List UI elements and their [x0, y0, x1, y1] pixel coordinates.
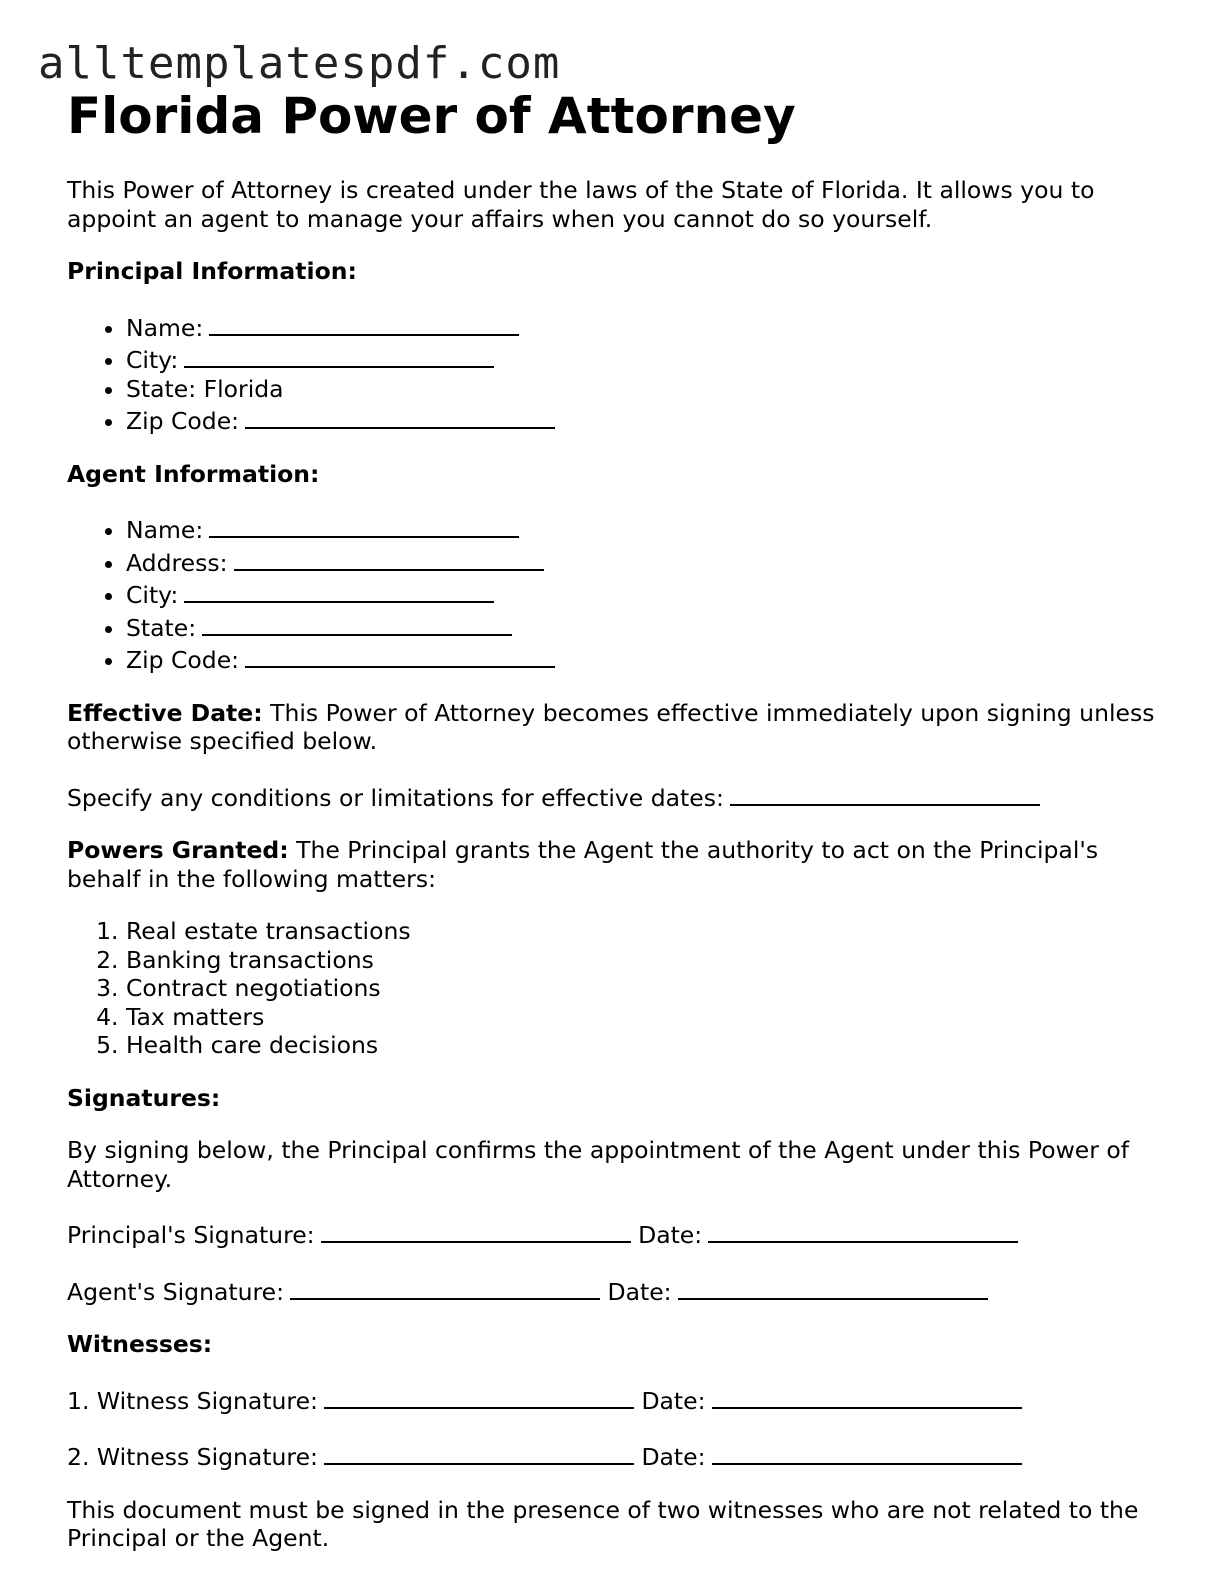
signatures-text: By signing below, the Principal confirms the appointment of the Agent under this Power of Attorney. — [67, 1136, 1130, 1193]
principal-city-label: City: — [126, 346, 179, 374]
power-item: 3. Contract negotiations — [126, 974, 1157, 1003]
powers-text: The Principal grants the Agent the authority to act on the Principal's behalf in the following matters: — [67, 836, 1099, 893]
witness1-line — [67, 1383, 1157, 1416]
principal-city-item — [126, 342, 1157, 375]
agent-city-field[interactable] — [184, 577, 494, 603]
principal-name-field[interactable] — [209, 310, 519, 336]
witness2-label: 2. Witness Signature: — [67, 1443, 318, 1471]
agent-date-field[interactable] — [678, 1274, 988, 1300]
principal-name-label: Name: — [126, 313, 204, 342]
conditions-field[interactable] — [730, 780, 1040, 806]
principal-state-label: State: — [126, 374, 197, 403]
principal-state-item — [126, 375, 1157, 404]
site-watermark: alltemplatespdf.com — [38, 38, 561, 89]
powers-heading: Powers Granted: — [67, 836, 289, 864]
agent-city-label: City: — [126, 581, 179, 609]
agent-name-field[interactable] — [209, 512, 519, 538]
principal-signature-label: Principal's Signature: — [67, 1221, 315, 1249]
principal-state-value: Florida — [203, 374, 284, 403]
agent-zip-label: Zip Code: — [126, 646, 240, 674]
effective-date-paragraph — [67, 699, 1157, 756]
agent-city-item — [126, 577, 1157, 610]
agent-date-label: Date: — [607, 1277, 672, 1306]
witness1-label: 1. Witness Signature: — [67, 1386, 318, 1415]
effective-date-heading: Effective Date: — [67, 698, 263, 727]
agent-zip-field[interactable] — [245, 642, 555, 668]
effective-date-text: This Power of Attorney becomes effective immediately upon signing unless otherwise specified below. — [67, 698, 1155, 755]
intro-paragraph: This Power of Attorney is created under the laws of the State of Florida. It allows you to appoint an agent to manage your affairs when you cannot do so yourself. — [67, 176, 1095, 233]
agent-address-item — [126, 545, 1157, 578]
principal-city-field[interactable] — [184, 342, 494, 368]
conditions-paragraph — [67, 780, 1157, 813]
principal-heading: Principal Information: — [67, 257, 357, 285]
power-item: 2. Banking transactions — [126, 946, 1157, 975]
agent-name-label: Name: — [126, 516, 204, 544]
agent-address-field[interactable] — [234, 545, 544, 571]
principal-zip-label: Zip Code: — [126, 407, 240, 435]
witness2-date-label: Date: — [641, 1443, 706, 1471]
power-item: 5. Health care decisions — [126, 1031, 1157, 1060]
witness2-signature-field[interactable] — [324, 1439, 634, 1465]
agent-signature-line — [67, 1274, 1157, 1307]
power-item: 4. Tax matters — [126, 1003, 1157, 1032]
conditions-label: Specify any conditions or limitations for effective dates: — [67, 783, 724, 812]
witness2-date-field[interactable] — [712, 1439, 1022, 1465]
witness1-date-field[interactable] — [712, 1383, 1022, 1409]
agent-zip-item — [126, 642, 1157, 675]
document-page — [67, 86, 1157, 1553]
principal-date-label: Date: — [638, 1221, 703, 1249]
agent-state-item — [126, 610, 1157, 643]
principal-name-item — [126, 310, 1157, 343]
agent-state-field[interactable] — [202, 610, 512, 636]
powers-list — [67, 917, 1157, 1060]
agent-list — [67, 512, 1157, 675]
principal-list — [67, 310, 1157, 436]
agent-heading: Agent Information: — [67, 459, 320, 488]
principal-date-field[interactable] — [708, 1217, 1018, 1243]
powers-paragraph — [67, 836, 1157, 893]
agent-state-label: State: — [126, 613, 197, 642]
witnesses-heading: Witnesses: — [67, 1330, 213, 1358]
witness1-signature-field[interactable] — [324, 1383, 634, 1409]
principal-zip-item — [126, 403, 1157, 436]
agent-signature-label: Agent's Signature: — [67, 1277, 285, 1306]
witness2-line — [67, 1439, 1157, 1472]
agent-name-item — [126, 512, 1157, 545]
signatures-heading: Signatures: — [67, 1083, 221, 1112]
agent-address-label: Address: — [126, 548, 228, 577]
principal-signature-line — [67, 1217, 1157, 1250]
principal-signature-field[interactable] — [321, 1217, 631, 1243]
document-title: Florida Power of Attorney — [67, 87, 796, 145]
power-item: 1. Real estate transactions — [126, 917, 1157, 946]
principal-zip-field[interactable] — [245, 403, 555, 429]
agent-signature-field[interactable] — [290, 1274, 600, 1300]
witness1-date-label: Date: — [641, 1386, 706, 1415]
witnesses-footer: This document must be signed in the presence of two witnesses who are not related to the Principal or the Agent. — [67, 1495, 1139, 1552]
